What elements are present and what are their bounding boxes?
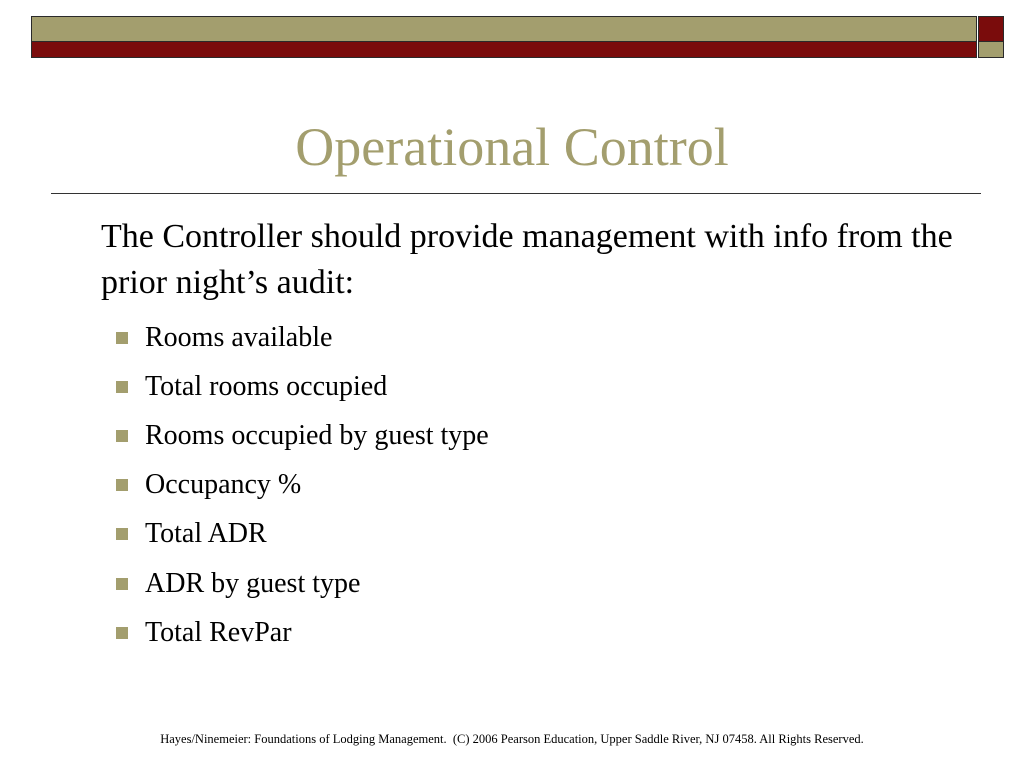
header-maroon-square <box>978 16 1004 42</box>
list-item <box>116 608 489 657</box>
slide-title: Operational Control <box>295 117 729 177</box>
list-item <box>116 510 489 559</box>
list-item <box>116 313 489 362</box>
bullet-text: Total ADR <box>145 518 267 550</box>
bullet-list <box>116 313 489 657</box>
square-bullet-icon <box>116 332 128 344</box>
list-item <box>116 559 489 608</box>
square-bullet-icon <box>116 627 128 639</box>
list-item <box>116 411 489 460</box>
bullet-text: Total RevPar <box>145 616 292 648</box>
header-olive-square <box>978 41 1004 58</box>
bullet-text: Rooms available <box>145 321 333 353</box>
title-divider <box>51 193 981 194</box>
square-bullet-icon <box>116 479 128 491</box>
bullet-text: Rooms occupied by guest type <box>145 419 489 451</box>
footer-copyright: Hayes/Ninemeier: Foundations of Lodging Management. (C) 2006 Pearson Education, Upper Saddle River, NJ 07458. All Rights Reserved. <box>160 732 864 746</box>
list-item <box>116 362 489 411</box>
header-olive-bar <box>31 16 977 42</box>
square-bullet-icon <box>116 430 128 442</box>
header-maroon-bar <box>31 41 977 58</box>
square-bullet-icon <box>116 381 128 393</box>
bullet-text: Total rooms occupied <box>145 370 388 402</box>
square-bullet-icon <box>116 528 128 540</box>
square-bullet-icon <box>116 578 128 590</box>
intro-text: The Controller should provide management with info from the prior night’s audit: <box>101 218 953 301</box>
bullet-text: ADR by guest type <box>145 567 361 599</box>
bullet-text: Occupancy % <box>145 469 302 501</box>
list-item <box>116 461 489 510</box>
